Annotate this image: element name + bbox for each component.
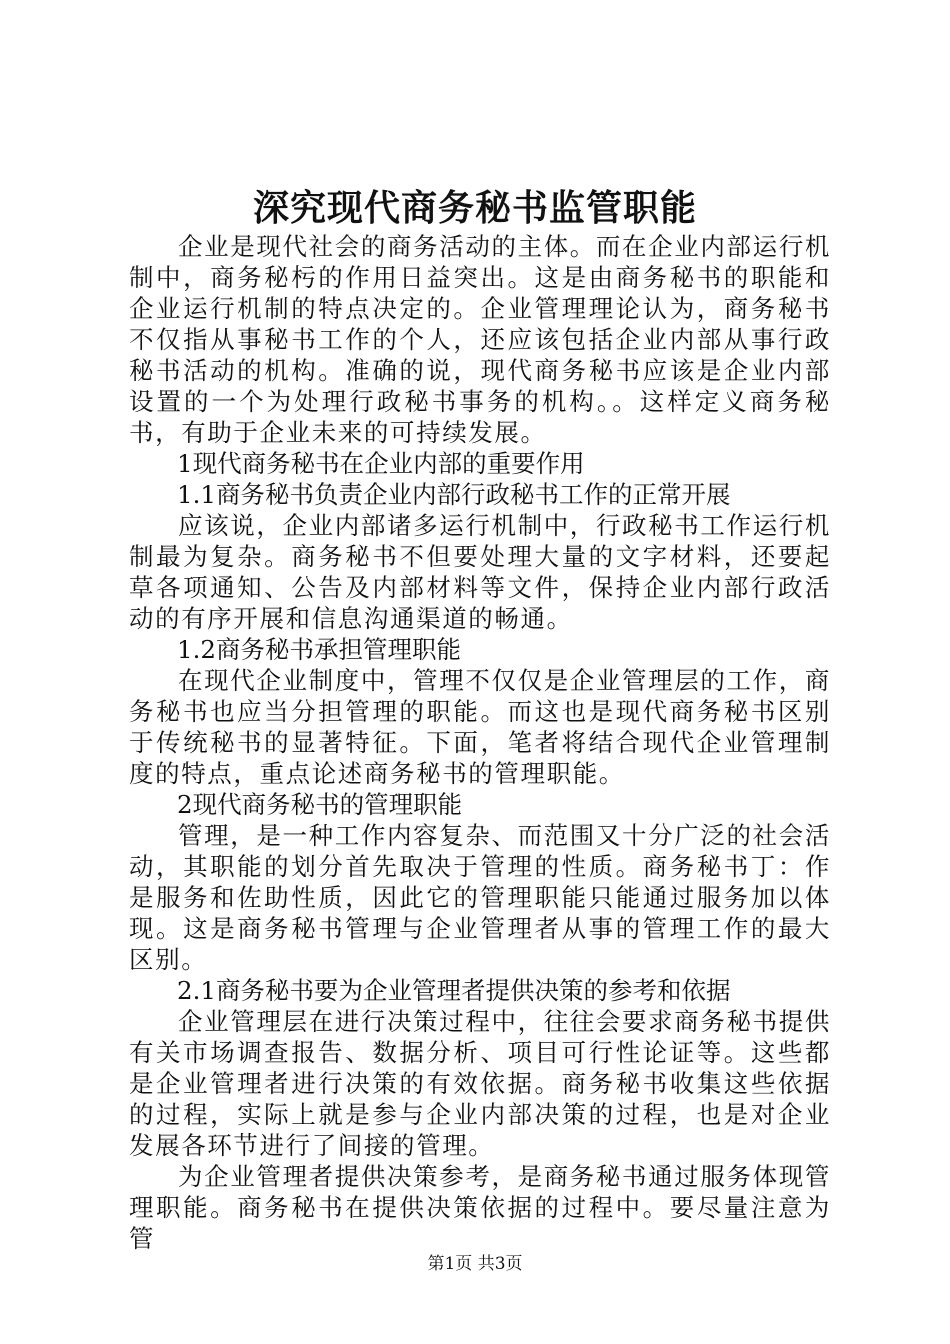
section-heading: 2现代商务秘书的管理职能 — [177, 790, 463, 819]
paragraph: 应该说，企业内部诸多运行机制中，行政秘书工作运行机制最为复杂。商务秘书不但要处理大量的文字材料，还要起草各项通知、公告及内部材料等文件，保持企业内部行政活动的有序开展和信息沟通渠道的畅通。 — [129, 511, 831, 633]
paragraph: 管理，是一种工作内容复杂、而范围又十分广泛的社会活动，其职能的划分首先取决于管理的性质。商务秘书丁：作是服务和佐助性质，因此它的管理职能只能通过服务加以体现。这是商务秘书管理与企业管理者从事的管理工作的最大区别。 — [129, 821, 831, 974]
paragraph: 为企业管理者提供决策参考，是商务秘书通过服务体现管理职能。商务秘书在提供决策依据的过程中。要尽量注意为管 — [129, 1162, 831, 1253]
document-title: 深究现代商务秘书监管职能 — [252, 187, 697, 229]
subsection-heading: 2.1商务秘书要为企业管理者提供决策的参考和依据 — [177, 976, 731, 1005]
section-heading: 1现代商务秘书在企业内部的重要作用 — [177, 449, 585, 478]
page-footer: 第1页 共3页 — [427, 1254, 523, 1274]
paragraph: 企业是现代社会的商务活动的主体。而在企业内部运行机制中，商务秘杇的作用日益突出。这是由商务秘书的职能和企业运行机制的特点决定的。企业管理理论认为，商务秘书不仅指从事秘书工作的个人，还应该包括企业内部从事行政秘书活动的机构。准确的说，现代商务秘书应该是企业内部设置的一个为处理行政秘书事务的机构。。这样定义商务秘书，有助于企业未来的可持续发展。 — [129, 232, 831, 447]
document-body — [129, 231, 831, 1254]
paragraph: 企业管理层在进行决策过程中，往往会要求商务秘书提供有关市场调查报告、数据分析、项目可行性论证等。这些都是企业管理者进行决策的有效依据。商务秘书收集这些依据的过程，实际上就是参与企业内部决策的过程，也是对企业发展各环节进行了间接的管理。 — [129, 1007, 831, 1160]
subsection-heading: 1.1商务秘书负责企业内部行政秘书工作的正常开展 — [177, 480, 731, 509]
paragraph: 在现代企业制度中，管理不仅仅是企业管理层的工作，商务秘书也应当分担管理的职能。而这也是现代商务秘书区别于传统秘书的显著特征。下面，笔者将结合现代企业管理制度的特点，重点论述商务秘书的管理职能。 — [129, 666, 831, 788]
subsection-heading: 1.2商务秘书承担管理职能 — [177, 635, 461, 664]
